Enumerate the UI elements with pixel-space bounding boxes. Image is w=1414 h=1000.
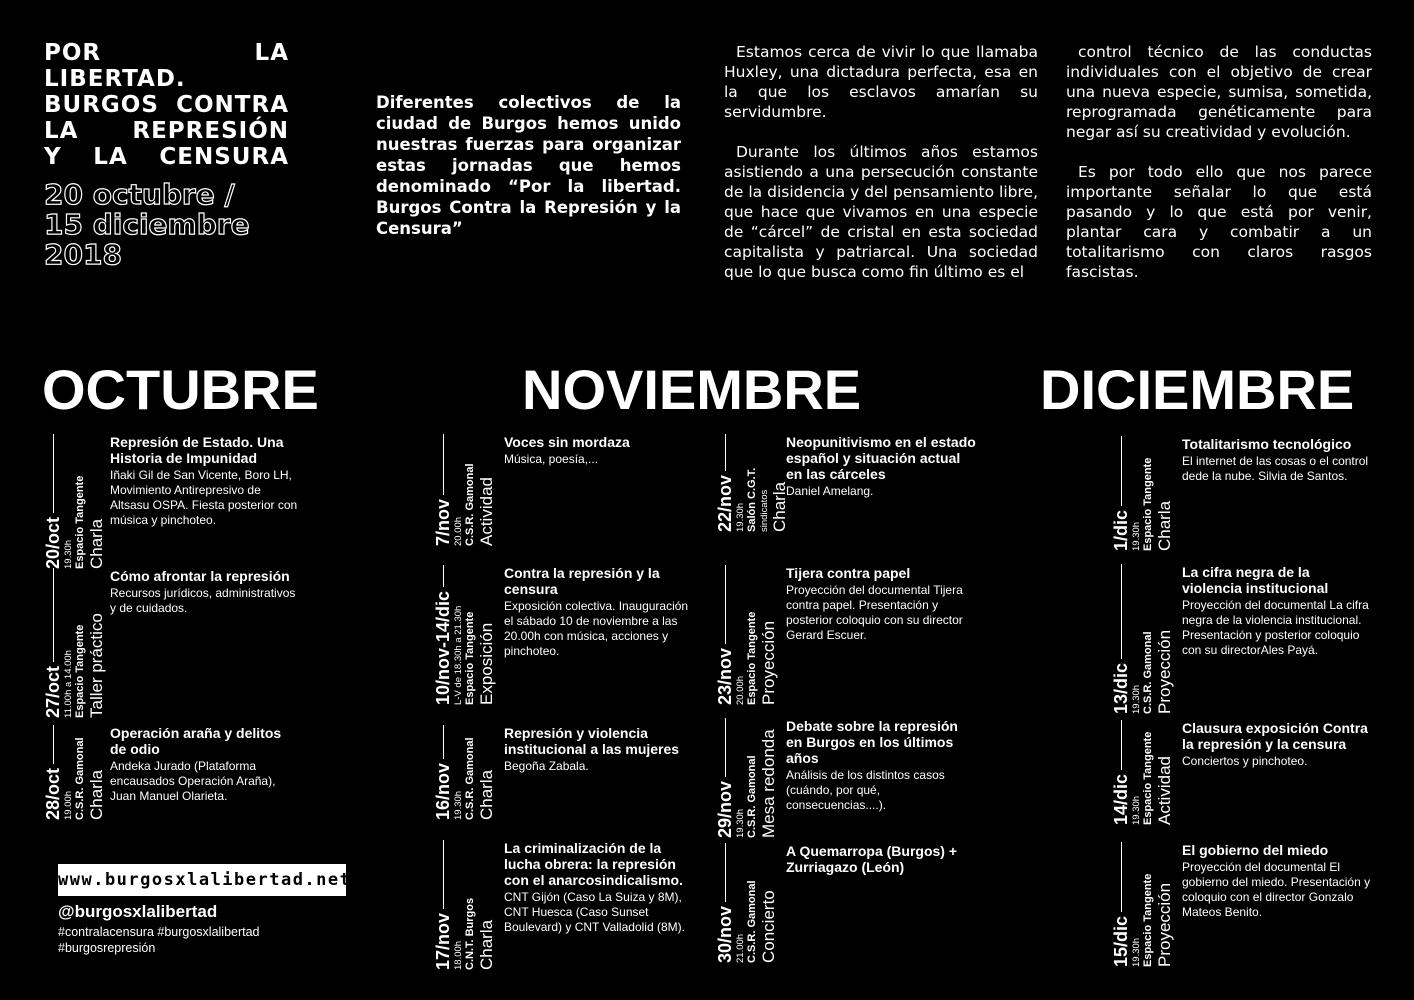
event-date — [44, 568, 63, 718]
event-type: Proyección — [1155, 629, 1174, 714]
manifesto-paragraph: Estamos cerca de vivir lo que llamaba Huxley, una dictadura perfecta, esa en la que los esclavos amarían su servidumbre. — [724, 43, 1038, 121]
event-date-text: 20/oct — [43, 516, 63, 569]
event-title: Operación araña y delitos de odio — [110, 725, 282, 757]
date-rule — [725, 718, 726, 777]
event-description: Daniel Amelang. — [786, 484, 874, 498]
event-venue: Espacio Tangente — [74, 475, 86, 569]
event-type: Taller práctico — [87, 613, 106, 718]
event-details — [786, 843, 976, 875]
event-type: Concierto — [759, 890, 778, 963]
event-venue: C.S.R. Gamonal — [464, 737, 476, 820]
event-time: L-V de 18.30h a 21.30h — [453, 605, 464, 705]
event-date-text: 17/nov — [433, 912, 453, 970]
event-date-text: 30/nov — [715, 905, 735, 963]
title-line: Y LA CENSURA — [44, 144, 289, 170]
event-meta — [716, 843, 778, 963]
event-meta-rotated — [716, 843, 778, 963]
date-rule — [443, 434, 444, 495]
event-title: A Quemarropa (Burgos) + Zurriagazo (León) — [786, 843, 958, 875]
event-meta-rotated — [44, 568, 106, 718]
event-meta-rotated — [716, 434, 789, 532]
event-description: Proyección del documental La cifra negra de la violencia institucional. Presentación y posterior coloquio con su directorAles Payá. — [1182, 598, 1369, 657]
event-date — [716, 843, 735, 963]
event-venue: Espacio Tangente — [1142, 731, 1154, 825]
event-venue: Espacio Tangente — [1142, 457, 1154, 551]
event-time: 19.00h — [63, 790, 74, 820]
event-description: Iñaki Gil de San Vicente, Boro LH, Movimiento Antirepresivo de Altsasu OSPA. Fiesta posterior con música y pinchoteo. — [110, 468, 298, 527]
event-meta-rotated — [1112, 436, 1174, 551]
manifesto-paragraph: Es por todo ello que nos parece importante señalar lo que está pasando y lo que está por venir, plantar cara y combatir a un totalitarismo con claros rasgos fascistas. — [1066, 163, 1372, 281]
event-date-text: 1/dic — [1111, 509, 1131, 551]
event-title: Cómo afrontar la represión — [110, 568, 290, 584]
event-description: Proyección del documental Tijera contra papel. Presentación y posterior coloquio con su director Gerard Escuer. — [786, 583, 963, 642]
date-rule — [1121, 436, 1122, 506]
event-meta — [44, 725, 106, 820]
event-title: Totalitarismo tecnológico — [1182, 436, 1352, 452]
event-details — [786, 434, 976, 499]
event-venue: C.S.R. Gamonal — [746, 755, 758, 838]
event-title: Voces sin mordaza — [504, 434, 630, 450]
event-time: 21.00h — [735, 933, 746, 963]
event-venue: Espacio Tangente — [1142, 873, 1154, 967]
date-rule — [725, 843, 726, 902]
event-title: La cifra negra de la violencia institucional — [1182, 564, 1329, 596]
date-rule — [1121, 564, 1122, 659]
event-type: Actividad — [1155, 756, 1174, 825]
event-date — [716, 434, 735, 532]
event-date — [434, 725, 453, 820]
event-date — [434, 840, 453, 970]
event-description: Recursos jurídicos, administrativos y de cuidados. — [110, 586, 296, 615]
event-title: La criminalización de la lucha obrera: la represión con el anarcosindicalismo. — [504, 840, 683, 888]
date-rule — [443, 840, 444, 909]
event-date — [434, 434, 453, 546]
event-type: Charla — [87, 518, 106, 569]
event-title: Neopunitivismo en el estado español y situación actual en las cárceles — [786, 434, 976, 482]
title-line: LA REPRESIÓN — [44, 118, 289, 144]
title-line: POR LA LIBERTAD. — [44, 40, 289, 92]
month-heading-noviembre: NOVIEMBRE — [522, 358, 862, 421]
event-meta-rotated — [1112, 842, 1174, 967]
event-meta — [434, 840, 496, 970]
event-type: Charla — [87, 769, 106, 820]
month-heading-diciembre: DICIEMBRE — [1040, 358, 1355, 421]
event-type: Actividad — [477, 477, 496, 546]
date-rule — [53, 725, 54, 764]
event-title: Tijera contra papel — [786, 565, 911, 581]
event-venue: Espacio Tangente — [746, 611, 758, 705]
event-description: Begoña Zabala. — [504, 759, 589, 773]
event-type: Charla — [477, 769, 496, 820]
event-details — [504, 840, 694, 935]
event-type: Mesa redonda — [759, 729, 778, 838]
event-details — [504, 725, 694, 774]
event-meta — [715, 434, 789, 532]
event-title: Represión y violencia institucional a las mujeres — [504, 725, 680, 757]
website-link[interactable]: www.burgosxlalibertad.net — [58, 864, 346, 896]
event-description: Análisis de los distintos casos (cuándo, por qué, consecuencias....). — [786, 768, 945, 812]
hashtags — [58, 924, 260, 956]
event-meta — [44, 434, 106, 569]
date-rule — [443, 725, 444, 759]
event-title: Contra la represión y la censura — [504, 565, 660, 597]
event-time: 19.30h — [735, 502, 746, 532]
event-time: 19.30h — [1131, 937, 1142, 967]
event-time: 19.30h — [453, 790, 464, 820]
date-rule — [443, 565, 444, 587]
title-line: BURGOS CONTRA — [44, 92, 289, 118]
event-time: 20.00h — [735, 675, 746, 705]
event-details — [786, 718, 976, 813]
event-details — [1182, 564, 1372, 658]
event-details — [504, 565, 694, 659]
event-description: Conciertos y pinchoteo. — [1182, 754, 1308, 768]
event-meta — [434, 565, 496, 705]
event-meta-rotated — [44, 725, 106, 820]
event-date-text: 10/nov-14/dic — [433, 590, 453, 705]
manifesto-column-1 — [724, 42, 1038, 302]
date-line: 2018 — [44, 238, 122, 271]
event-details — [110, 434, 300, 528]
date-rule — [53, 568, 54, 662]
event-meta-rotated — [434, 434, 496, 546]
event-type: Exposición — [477, 622, 496, 705]
event-date — [716, 565, 735, 705]
event-date — [716, 718, 735, 838]
event-date-text: 27/oct — [43, 665, 63, 718]
event-venue: C.S.R. Gamonal — [74, 737, 86, 820]
poster-title — [44, 40, 289, 170]
event-meta — [1112, 842, 1174, 967]
month-heading-octubre: OCTUBRE — [42, 358, 319, 421]
event-description: El internet de las cosas o el control dede la nube. Silvia de Santos. — [1182, 454, 1369, 483]
event-time: 19.30h — [63, 539, 74, 569]
date-line: 15 diciembre — [44, 208, 250, 241]
event-type: Proyección — [1155, 882, 1174, 967]
event-venue: C.S.R. Gamonal — [464, 463, 476, 546]
event-date-text: 16/nov — [433, 762, 453, 820]
event-date — [44, 434, 63, 569]
event-description: CNT Gijón (Caso La Suiza y 8M), CNT Huesca (Caso Sunset Boulevard) y CNT Valladolid (8M). — [504, 890, 685, 934]
event-meta — [1112, 436, 1174, 551]
event-time: 19.30h — [1131, 684, 1142, 714]
event-meta-rotated — [716, 718, 778, 838]
event-venue: C.S.R. Gamonal — [746, 880, 758, 963]
event-description: Andeka Jurado (Plataforma encausados Operación Araña), Juan Manuel Olarieta. — [110, 759, 276, 803]
event-details — [1182, 436, 1372, 484]
event-date — [1112, 564, 1131, 714]
event-type: Charla — [477, 919, 496, 970]
event-type: Charla — [770, 481, 789, 532]
intro-text: Diferentes colectivos de la ciudad de Burgos hemos unido nuestras fuerzas para organizar estas jornadas que hemos denominado “Por la libertad. Burgos Contra la Represión y la Censura” — [376, 93, 681, 238]
event-time: 18.00h — [453, 940, 464, 970]
event-meta-rotated — [44, 434, 106, 569]
event-venue: Espacio Tangente — [74, 624, 86, 718]
date-rule — [1121, 842, 1122, 912]
event-title: Debate sobre la represión en Burgos en los últimos años — [786, 718, 958, 766]
event-title: Represión de Estado. Una Historia de Impunidad — [110, 434, 284, 466]
event-details — [110, 725, 300, 804]
date-line: 20 octubre / — [44, 178, 235, 211]
event-meta-rotated — [434, 840, 496, 970]
event-description: Música, poesía,... — [504, 452, 599, 466]
manifesto-column-2 — [1066, 42, 1372, 302]
event-meta — [1112, 720, 1174, 825]
manifesto-paragraph: control técnico de las conductas individuales con el objetivo de crear una nueva especie, sumisa, sometida, reprogramada genéticamente para negar así su creatividad y evolución. — [1066, 43, 1372, 141]
hashtag-line: #burgosrepresión — [58, 941, 156, 955]
social-handle[interactable]: @burgosxlalibertad — [58, 902, 218, 921]
event-date — [434, 565, 453, 705]
event-time: 20.00h — [453, 516, 464, 546]
event-time: 19.30h — [1131, 795, 1142, 825]
event-meta-rotated — [1112, 720, 1174, 825]
event-venue: Salón C.G.T. — [746, 467, 758, 532]
event-description: Proyección del documental El gobierno del miedo. Presentación y coloquio con el director Gonzalo Mateos Benito. — [1182, 860, 1371, 919]
date-rule — [725, 434, 726, 471]
event-date-text: 13/dic — [1111, 662, 1131, 714]
event-venue: C.N.T. Burgos — [464, 897, 476, 970]
event-meta — [716, 565, 778, 705]
hashtag-line: #contralacensura #burgosxlalibertad — [58, 925, 260, 939]
event-date-text: 7/nov — [433, 498, 453, 546]
event-title: El gobierno del miedo — [1182, 842, 1329, 858]
event-details — [1182, 842, 1372, 920]
event-meta-rotated — [1112, 564, 1174, 714]
event-venue-note: sindicatos — [759, 489, 770, 532]
event-time: 19.30h — [735, 808, 746, 838]
date-rule — [53, 434, 54, 513]
event-date — [1112, 720, 1131, 825]
date-rule — [1121, 720, 1122, 770]
event-date-text: 28/oct — [43, 767, 63, 820]
event-date — [1112, 436, 1131, 551]
event-date-text: 22/nov — [715, 474, 735, 532]
event-type: Charla — [1155, 500, 1174, 551]
event-meta — [434, 434, 496, 546]
event-meta — [716, 718, 778, 838]
event-details — [1182, 720, 1372, 769]
event-date-text: 15/dic — [1111, 915, 1131, 967]
event-meta — [1112, 564, 1174, 714]
event-date-text: 29/nov — [715, 780, 735, 838]
event-meta — [434, 725, 496, 820]
event-time: 19.30h — [1131, 521, 1142, 551]
event-date — [44, 725, 63, 820]
event-details — [110, 568, 300, 616]
event-description: Exposición colectiva. Inauguración el sábado 10 de noviembre a las 20.00h con música, acciones y pinchoteo. — [504, 599, 689, 658]
event-meta-rotated — [434, 565, 496, 705]
event-details — [504, 434, 694, 467]
event-venue: Espacio Tangente — [464, 611, 476, 705]
date-rule — [725, 565, 726, 644]
event-date-text: 23/nov — [715, 647, 735, 705]
event-date-text: 14/dic — [1111, 773, 1131, 825]
event-meta-rotated — [434, 725, 496, 820]
event-type: Proyección — [759, 620, 778, 705]
manifesto-paragraph: Durante los últimos años estamos asistiendo a una persecución constante de la disidencia y del pensamiento libre, que hace que vivamos en una especie de “cárcel” de cristal en esta sociedad capitalista y patriarcal. Una sociedad que lo que busca como fin último es el — [724, 143, 1038, 281]
event-time: 11.00h a 14.00h — [63, 650, 74, 718]
event-title: Clausura exposición Contra la represión y la censura — [1182, 720, 1368, 752]
event-dates — [44, 180, 250, 270]
event-date — [1112, 842, 1131, 967]
event-meta-rotated — [716, 565, 778, 705]
event-meta — [44, 568, 106, 718]
event-details — [786, 565, 976, 643]
event-venue: C.S.R. Gamonal — [1142, 631, 1154, 714]
